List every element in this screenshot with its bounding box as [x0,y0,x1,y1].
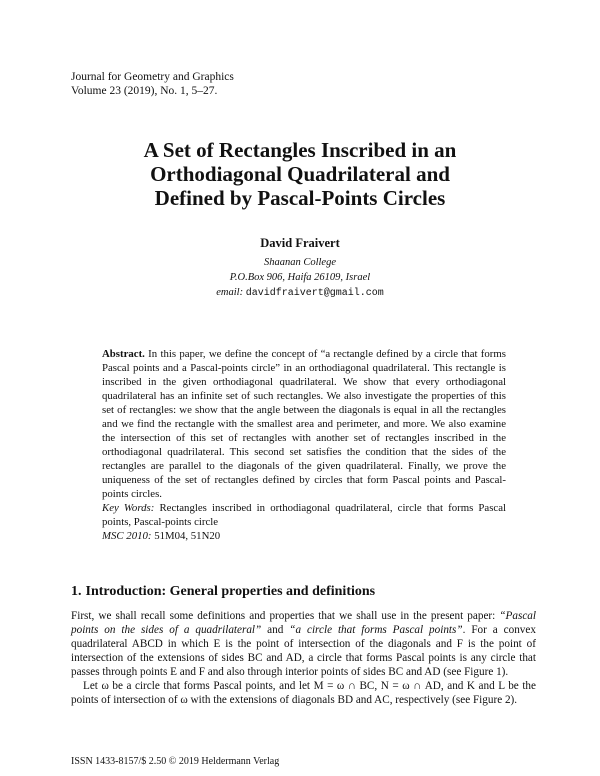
email-label: email: [216,287,244,298]
email-line [0,285,600,301]
abstract-paragraph [102,347,506,501]
msc-label: MSC 2010: [102,530,152,542]
section-heading [71,584,379,600]
msc-codes: 51M04, 51N20 [154,530,221,542]
title-line-3: Defined by Pascal-Points Circles [154,186,446,210]
body-p1-quote-1: “Pascal points on the sides of a quadrilateral” [71,610,536,636]
body-paragraph-1 [71,609,536,679]
body-paragraph-2: Let ω be a circle that forms Pascal points, and let M = ω ∩ BC, N = ω ∩ AD, and K and L be the points of intersection of ω with the extensions of diagonals BD and AC, respectively (see Figure 2). [71,680,536,706]
journal-name: Journal for Geometry and Graphics [71,71,234,83]
abstract-label: Abstract. [102,348,145,360]
keywords-text: Rectangles inscribed in orthodiagonal quadrilateral, circle that forms Pascal points, Pascal-points circle [102,502,507,528]
affiliation [0,255,600,301]
journal-header [71,70,234,98]
title-line-1: A Set of Rectangles Inscribed in an [143,138,457,162]
section-title: Introduction: General properties and definitions [85,584,376,599]
body-p1-start: First, we shall recall some definitions and properties that we shall use in the present paper: [71,610,500,622]
abstract-block [102,347,506,543]
keywords-label: Key Words: [102,502,155,514]
paper-title [60,138,540,210]
abstract-text: In this paper, we define the concept of “a rectangle defined by a circle that forms Pascal points and a Pascal-points circle” in an orthodiagonal quadrilateral. This rectangle is inscribed in the given orthodiagonal quadrilateral. We show that every orthodiagonal quadrilateral has an infinite set of such rectangles. We also investigate the properties of this set of rectangles: we show that the angle between the diagonals is equal in all the rectangles and we find the rectangle with the smallest area and perimeter, and more. We also examine the intersection of this set of rectangles with another set of rectangles inscribed in the orthodiagonal quadrilateral. This second set satisfies the condition that the sides of the rectangles are parallel to the diagonals of the given quadrilateral. Finally, we prove the uniqueness of the set of rectangles defined by circles that form Pascal points and Pascal-points circles. [102,348,506,500]
msc-line [102,529,506,543]
author-name: David Fraivert [260,236,340,250]
keywords-line [102,501,506,529]
body-text [71,609,536,707]
section-number: 1. [71,584,82,599]
footer-issn: ISSN 1433-8157/$ 2.50 © 2019 Heldermann Verlag [71,756,280,767]
body-p1-end: . For a convex quadrilateral ABCD in which E is the point of intersection of the diagonals and F is the point of intersection of the extensions of sides BC and AD, a circle that forms Pascal points is any circle that passes through points E and F and also through interior points of sides BC and AD (see Figure 1). [71,624,536,678]
body-p1-quote-2: “a circle that forms Pascal points” [289,624,463,636]
email-address[interactable]: davidfraivert@gmail.com [245,288,384,299]
address: P.O.Box 906, Haifa 26109, Israel [229,272,371,283]
journal-volume: Volume 23 (2019), No. 1, 5–27. [71,85,218,97]
institution: Shaanan College [263,257,337,268]
body-p1-and: and [261,624,290,636]
title-line-2: Orthodiagonal Quadrilateral and [150,162,450,186]
